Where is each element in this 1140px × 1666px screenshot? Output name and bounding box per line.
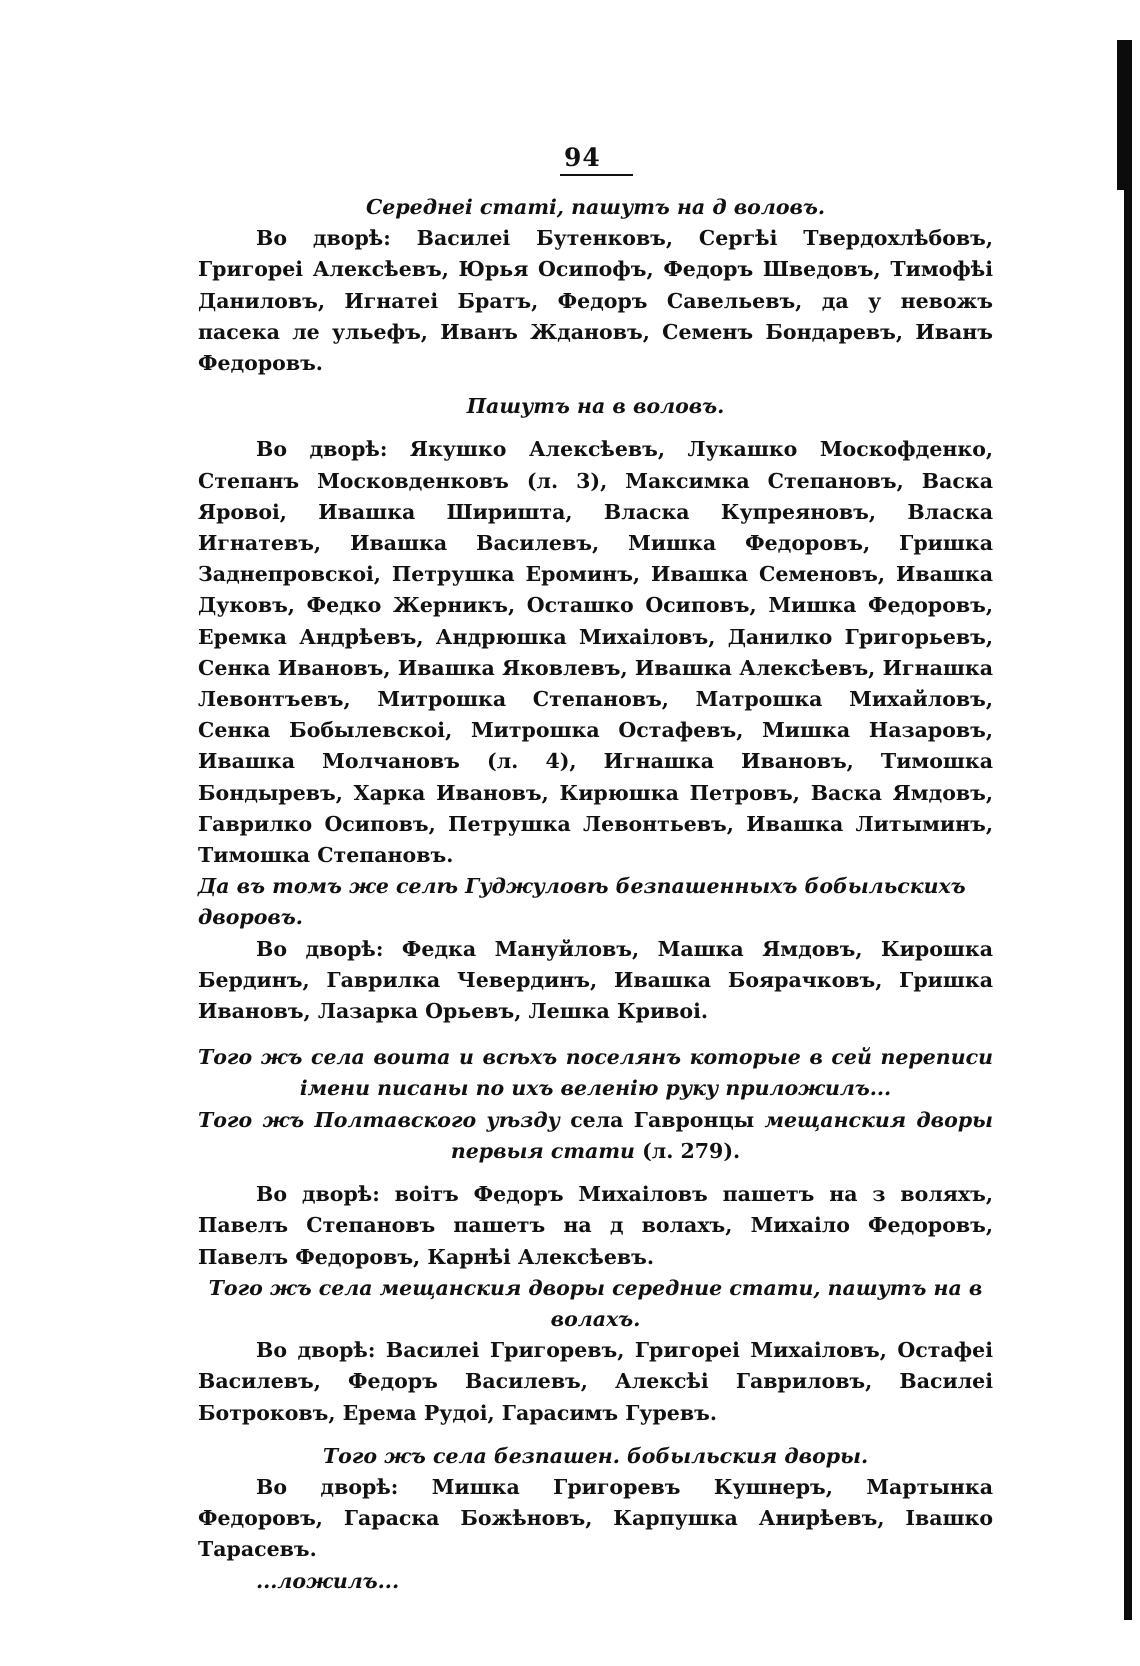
document-body — [198, 192, 993, 1597]
village-name-gavrontsy: села Гавронцы — [570, 1107, 755, 1132]
household-list-1: Во дворѣ: Василеі Бутенковъ, Сергѣі Твердохлѣбовъ, Григореі Алексѣевъ, Юрья Осипофъ, Федоръ Шведовъ, Тимофѣі Даниловъ, Игнатеі Братъ, Федоръ Савельевъ, да у невожъ пасека ле ульефъ, Иванъ Ждановъ, Семенъ Бондаревъ, Иванъ Федоровъ. — [198, 226, 993, 376]
household-list-5: Во дворѣ: Василеі Григоревъ, Григореі Михаіловъ, Остафеі Василевъ, Федоръ Василевъ, Алексѣі Гавриловъ, Василеі Ботроковъ, Ерема Рудоі, Гарасимъ Гуревъ. — [198, 1338, 993, 1425]
section-heading-middle-rank: Середнеі статі, пашутъ на д воловъ. — [365, 195, 826, 219]
heading-part-first-rank: мещанския дворы первыя стати — [450, 1107, 994, 1163]
attestation-note: Того жъ села воита и всѣхъ поселянъ которые в сей переписи імени писаны по ихъ веленію руку приложилъ... — [198, 1045, 993, 1101]
heading-part-district: Того жъ Полтавского уѣзду — [198, 1107, 560, 1132]
page-edge — [1104, 0, 1140, 1666]
binding-edge-bar — [1124, 40, 1132, 1620]
household-list-2: Во дворѣ: Якушко Алексѣевъ, Лукашко Москофденко, Степанъ Московденковъ (л. 3), Максимка Степановъ, Васка Яровоі, Ивашка Ширишта, Власка Купреяновъ, Власка Игнатевъ, Ивашка Василевъ, Мишка Федоровъ, Гришка Заднепровскоі, Петрушка Ероминъ, Ивашка Семеновъ, Ивашка Дуковъ, Федко Жерникъ, Осташко Осиповъ, Мишка Федоровъ, Еремка Андрѣевъ, Андрюшка Михаіловъ, Данилко Григорьевъ, Сенка Ивановъ, Ивашка Яковлевъ, Ивашка Алексѣевъ, Игнашка Левонтъевъ, Митрошка Степановъ, Матрошка Михайловъ, Сенка Бобылевскоі, Митрошка Остафевъ, Мишка Назаровъ, Ивашка Молчановъ (л. 4), Игнашка Ивановъ, Тимошка Бондыревъ, Харка Ивановъ, Кирюшка Петровъ, Васка Ямдовъ, Гаврилко Осиповъ, Петрушка Левонтьевъ, Ивашка Литыминъ, Тимошка Степановъ. — [198, 437, 993, 868]
section-heading-gavrontsy — [198, 1105, 993, 1167]
folio-reference: (л. 279). — [642, 1138, 741, 1163]
section-heading-landless-gavrontsy: Того жъ села безпашен. бобыльския дворы. — [322, 1443, 869, 1468]
closing-fragment: ...ложилъ... — [256, 1568, 400, 1593]
household-list-4: Во дворѣ: воітъ Федоръ Михаіловъ пашетъ на з воляхъ, Павелъ Степановъ пашетъ на д волахъ, Михаіло Федоровъ, Павелъ Федоровъ, Карнѣі Алексѣевъ. — [198, 1182, 993, 1269]
household-list-3: Во дворѣ: Федка Мануйловъ, Машка Ямдовъ, Кирошка Бердинъ, Гаврилка Чевердинъ, Ивашка Боярачковъ, Гришка Ивановъ, Лазарка Орьевъ, Лешка Кривоі. — [198, 936, 993, 1024]
page-number: 94 — [560, 143, 605, 176]
section-heading-landless-households: Да въ томъ же селѣ Гуджуловѣ безпашенныхъ бобыльскихъ дворовъ. — [198, 874, 966, 930]
section-heading-townsmen-middle: Того жъ села мещанския дворы середние стати, пашутъ на в волахъ. — [208, 1275, 983, 1331]
household-list-6: Во дворѣ: Мишка Григоревъ Кушнеръ, Мартынка Федоровъ, Гараска Божѣновъ, Карпушка Анирѣевъ, Івашко Тарасевъ. — [198, 1474, 993, 1562]
section-heading-plough-oxen: Пашутъ на в воловъ. — [466, 394, 725, 419]
